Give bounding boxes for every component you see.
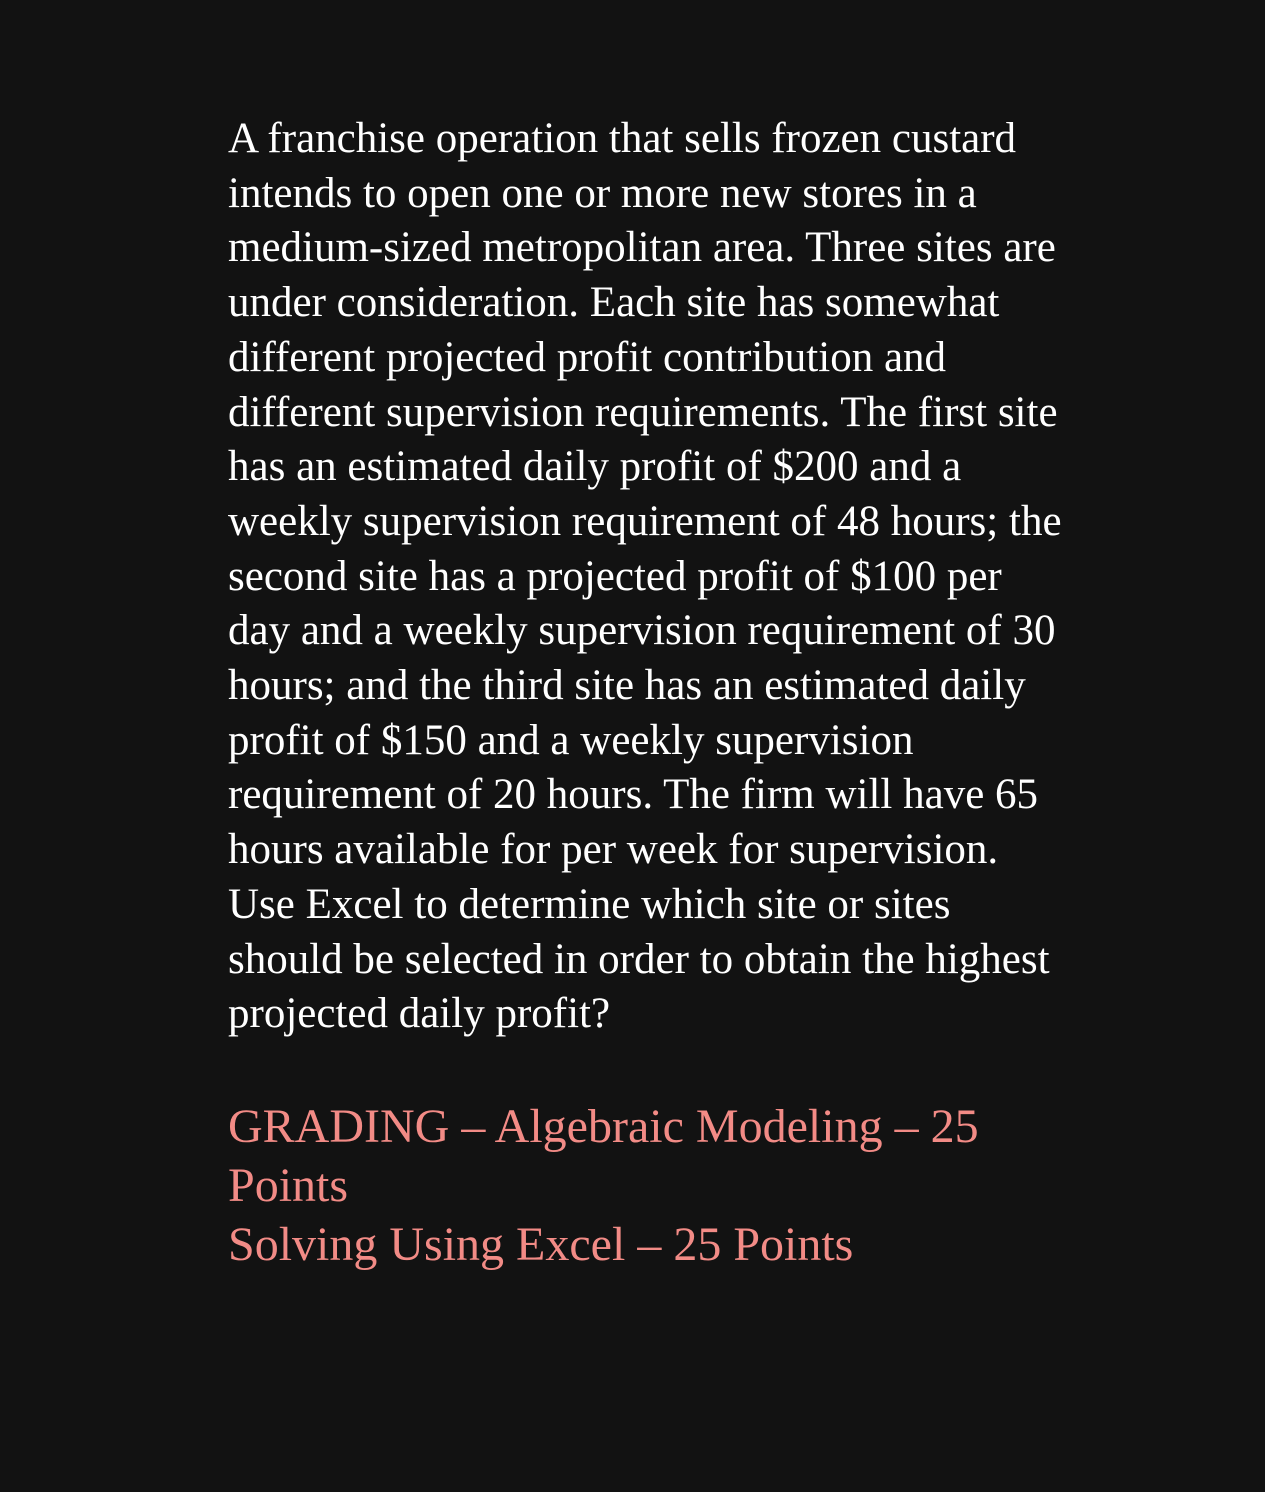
problem-line: under consideration. Each site has somewhat — [228, 279, 1000, 327]
problem-line: day and a weekly supervision requirement of 30 — [228, 607, 1056, 655]
problem-line: requirement of 20 hours. The firm will have 65 — [228, 771, 1039, 819]
problem-line: A franchise operation that sells frozen custard — [228, 115, 1017, 162]
problem-line: intends to open one or more new stores in a — [228, 169, 977, 217]
problem-line: should be selected in order to obtain the highest — [228, 935, 1050, 983]
grading-line: GRADING – Algebraic Modeling – 25 — [228, 1099, 979, 1153]
problem-line: second site has a projected profit of $100 per — [228, 552, 1002, 600]
problem-line: weekly supervision requirement of 48 hours; the — [228, 497, 1062, 545]
document-content — [228, 112, 1148, 1274]
problem-line: has an estimated daily profit of $200 and a — [228, 443, 962, 491]
problem-line: different projected profit contribution and — [228, 333, 947, 381]
grading-line: Points — [228, 1158, 349, 1212]
problem-line: medium-sized metropolitan area. Three sites are — [228, 224, 1056, 272]
grading-line: Solving Using Excel – 25 Points — [228, 1217, 854, 1271]
problem-line: profit of $150 and a weekly supervision — [228, 716, 914, 764]
grading-section — [228, 1097, 1148, 1274]
problem-line: hours available for per week for supervision. — [228, 826, 999, 874]
problem-line: Use Excel to determine which site or sites — [228, 880, 951, 928]
problem-statement — [228, 112, 1148, 1042]
problem-line: hours; and the third site has an estimated daily — [228, 662, 1026, 710]
problem-line: different supervision requirements. The first site — [228, 388, 1058, 436]
problem-line: projected daily profit? — [228, 990, 611, 1038]
